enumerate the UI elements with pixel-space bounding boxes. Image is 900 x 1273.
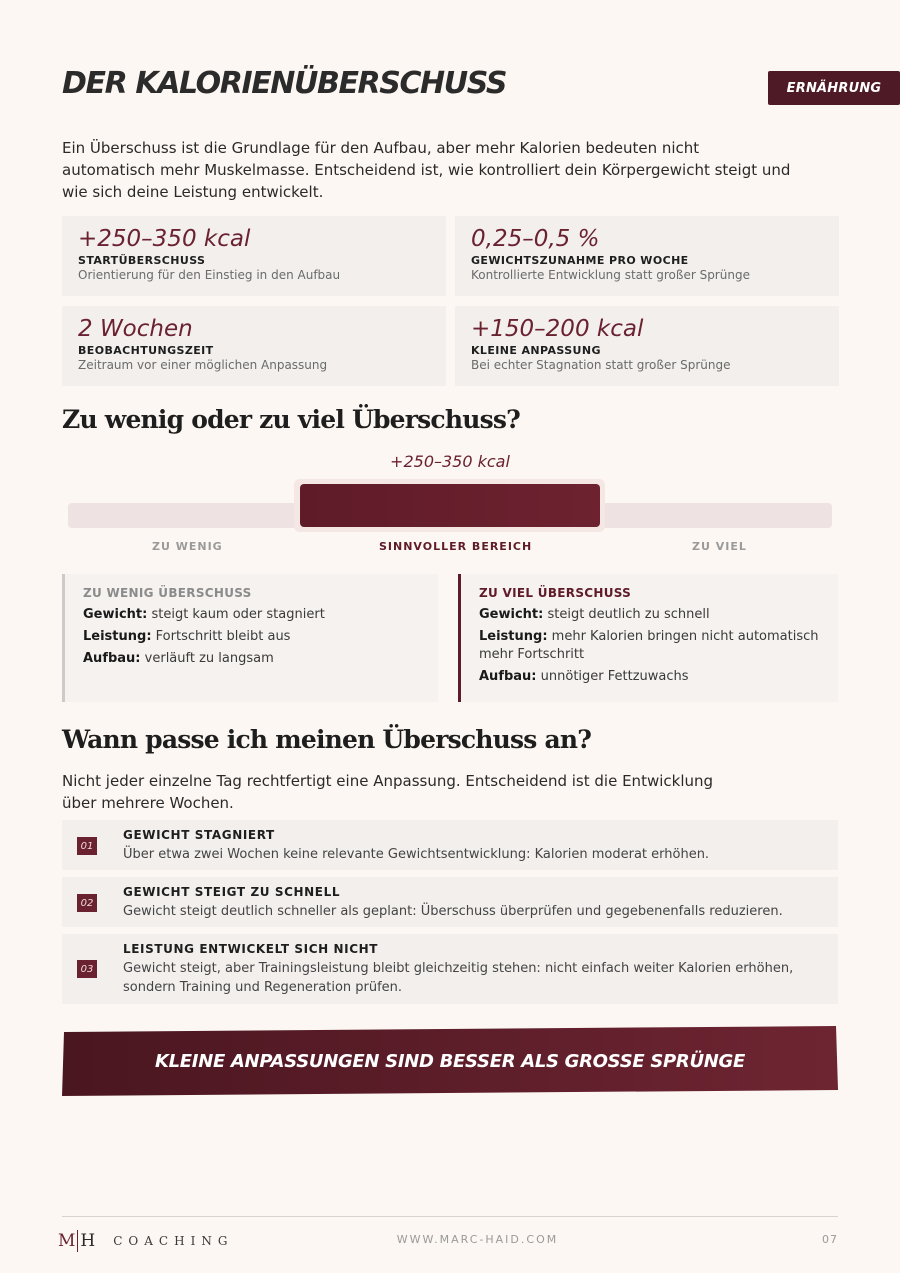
stat-card-weight-gain bbox=[455, 216, 839, 296]
logo-h: H bbox=[80, 1231, 96, 1251]
step-title: GEWICHT STEIGT ZU SCHNELL bbox=[123, 885, 341, 899]
stat-description: Zeitraum vor einer möglichen Anpassung bbox=[78, 358, 328, 372]
stat-value: 2 Wochen bbox=[78, 316, 193, 342]
step-text: Gewicht steigt, aber Trainingsleistung bleibt gleichzeitig stehen: nicht einfach weiter Kalorien erhöhen, sondern Training und Regeneration prüfen. bbox=[123, 961, 794, 995]
panel-title: ZU WENIG ÜBERSCHUSS bbox=[83, 586, 252, 600]
zone-label-high: ZU VIEL bbox=[692, 540, 747, 553]
footer-divider bbox=[62, 1216, 838, 1217]
intro-text: Ein Überschuss ist die Grundlage für den Aufbau, aber mehr Kalorien bedeuten nicht automatisch mehr Muskelmasse. Entscheidend ist, wie kontrolliert dein Körpergewicht steigt und wie sich deine Leistung entwickelt. bbox=[62, 139, 791, 201]
panel-title: ZU VIEL ÜBERSCHUSS bbox=[479, 586, 632, 600]
panel-row: Leistung: mehr Kalorien bringen nicht automatisch mehr Fortschritt bbox=[479, 629, 819, 662]
stat-label: STARTÜBERSCHUSS bbox=[78, 254, 206, 267]
stat-description: Kontrollierte Entwicklung statt großer Sprünge bbox=[471, 268, 750, 282]
banner-text: KLEINE ANPASSUNGEN SIND BESSER ALS GROSSE SPRÜNGE bbox=[154, 1050, 745, 1072]
range-optimal-bar bbox=[300, 484, 600, 527]
panel-row: Aufbau: unnötiger Fettzuwachs bbox=[479, 669, 689, 684]
stat-value: +250–350 kcal bbox=[78, 226, 251, 252]
step-number: 02 bbox=[77, 894, 97, 912]
step-item bbox=[62, 934, 838, 1004]
stat-card-start-surplus bbox=[62, 216, 446, 296]
adjust-intro: Nicht jeder einzelne Tag rechtfertigt eine Anpassung. Entscheidend ist die Entwicklung über mehrere Wochen. bbox=[62, 772, 714, 812]
closing-banner bbox=[62, 1026, 838, 1096]
step-item bbox=[62, 820, 838, 870]
stat-card-small-adjustment bbox=[455, 306, 839, 386]
panel-row: Gewicht: steigt kaum oder stagniert bbox=[83, 607, 325, 622]
step-title: GEWICHT STAGNIERT bbox=[123, 828, 275, 842]
step-number: 01 bbox=[77, 837, 97, 855]
panel-row: Leistung: Fortschritt bleibt aus bbox=[83, 629, 291, 644]
panel-row: Aufbau: verläuft zu langsam bbox=[83, 651, 274, 666]
step-item bbox=[62, 877, 838, 927]
step-number: 03 bbox=[77, 960, 97, 978]
panel-row: Gewicht: steigt deutlich zu schnell bbox=[479, 607, 710, 622]
stat-value: 0,25–0,5 % bbox=[471, 226, 600, 252]
stat-value: +150–200 kcal bbox=[471, 316, 644, 342]
step-text: Gewicht steigt deutlich schneller als geplant: Überschuss überprüfen und gegebenenfalls reduzieren. bbox=[123, 904, 783, 919]
stat-label: GEWICHTSZUNAHME PRO WOCHE bbox=[471, 254, 689, 267]
logo-wordmark: COACHING bbox=[113, 1234, 234, 1248]
stat-label: BEOBACHTUNGSZEIT bbox=[78, 344, 214, 357]
adjust-heading: Wann passe ich meinen Überschuss an? bbox=[62, 725, 592, 754]
page-number: 07 bbox=[822, 1233, 838, 1246]
stat-card-observation-period bbox=[62, 306, 446, 386]
range-value-label: +250–350 kcal bbox=[390, 452, 510, 471]
category-tag: ERNÄHRUNG bbox=[768, 71, 900, 105]
logo-divider bbox=[77, 1230, 78, 1252]
range-heading: Zu wenig oder zu viel Überschuss? bbox=[62, 405, 520, 434]
website-url: WWW.MARC-HAID.COM bbox=[396, 1233, 559, 1246]
stat-description: Orientierung für den Einstieg in den Aufbau bbox=[78, 268, 341, 282]
panel-too-much bbox=[458, 574, 838, 702]
step-text: Über etwa zwei Wochen keine relevante Gewichtsentwicklung: Kalorien moderat erhöhen. bbox=[123, 847, 710, 862]
zone-label-mid: SINNVOLLER BEREICH bbox=[379, 540, 533, 553]
logo-m: M bbox=[58, 1231, 76, 1251]
stat-description: Bei echter Stagnation statt großer Sprünge bbox=[471, 358, 731, 372]
stat-label: KLEINE ANPASSUNG bbox=[471, 344, 601, 357]
brand-logo bbox=[58, 1228, 233, 1254]
panel-too-little bbox=[62, 574, 438, 702]
page-title: DER KALORIENÜBERSCHUSS bbox=[62, 66, 507, 101]
zone-label-low: ZU WENIG bbox=[152, 540, 223, 553]
step-title: LEISTUNG ENTWICKELT SICH NICHT bbox=[123, 942, 379, 956]
